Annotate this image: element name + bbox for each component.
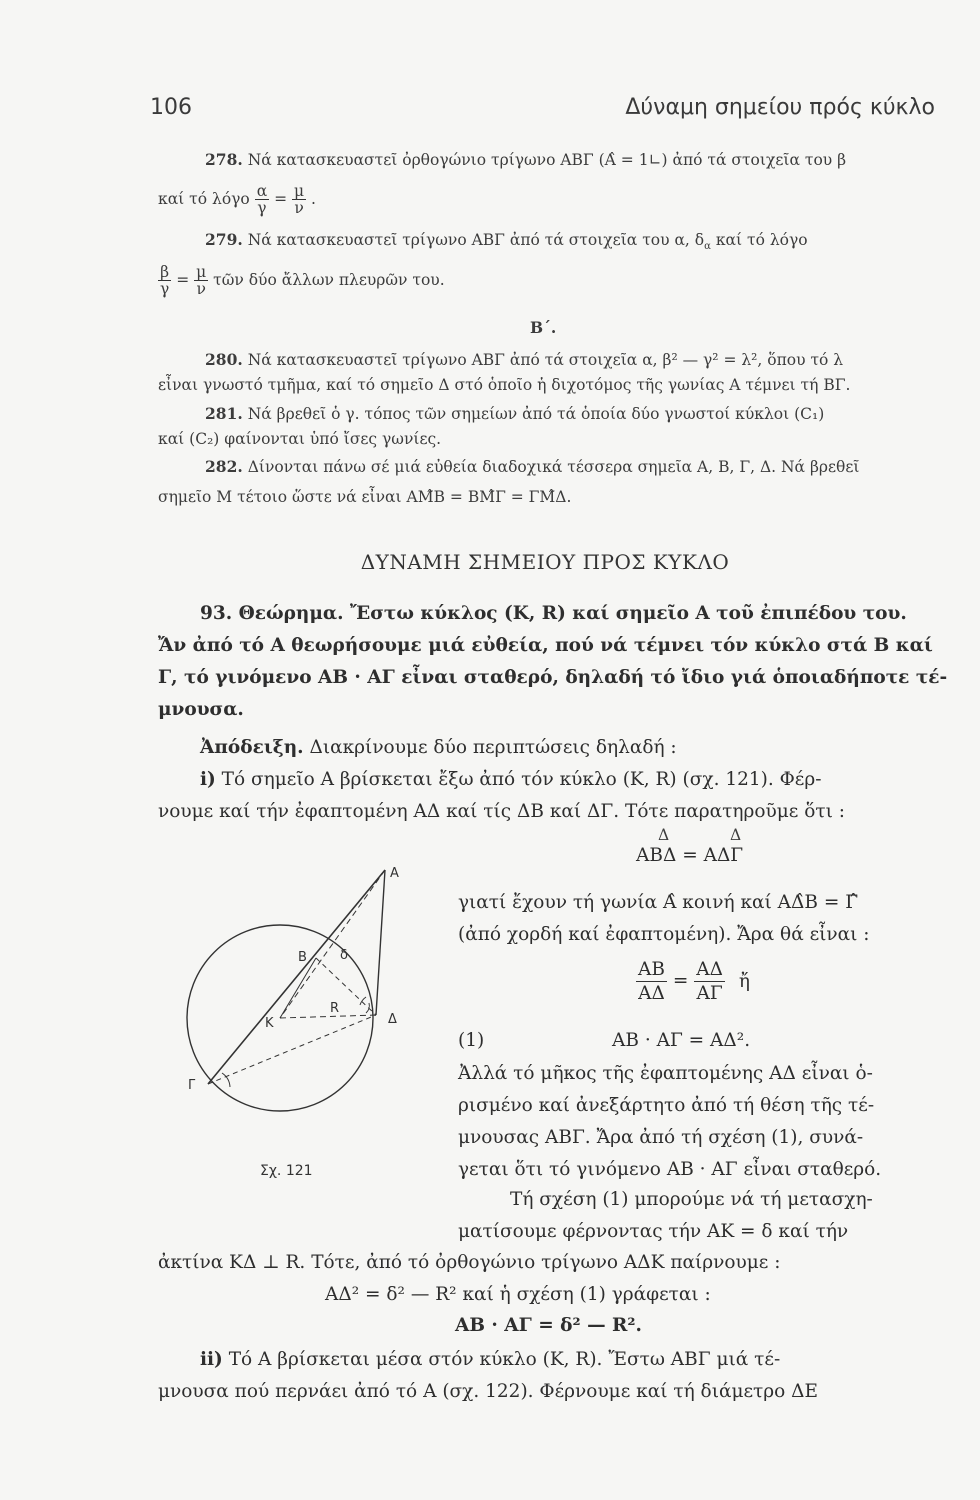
line-ak bbox=[280, 870, 385, 1018]
radius-kb bbox=[280, 958, 316, 1018]
problem-280-line2: εἶναι γνωστό τμῆμα, καί τό σημεῖο Δ στό ὁποῖο ἡ διχοτόμος τῆς γωνίας Α τέμνει τή ΒΓ. bbox=[158, 376, 851, 394]
secant-line bbox=[208, 870, 385, 1084]
triangle-mark-1: Δ bbox=[658, 826, 670, 844]
eq1: ΑΒ · ΑΓ = ΑΔ². bbox=[612, 1030, 751, 1051]
label-b: Β bbox=[298, 950, 307, 965]
case1-line2: νουμε καί τήν ἐφαπτομένη ΑΔ καί τίς ΔΒ καί ΔΓ. Τότε παρατηροῦμε ὅτι : bbox=[158, 801, 845, 822]
eq2: ΑΔ² = δ² — R² καί ἡ σχέση (1) γράφεται : bbox=[325, 1284, 711, 1305]
problem-280-line1: 280. Νά κατασκευαστεῖ τρίγωνο ΑΒΓ ἀπό τά στοιχεῖα α, β² — γ² = λ², ὅπου τό λ bbox=[205, 350, 844, 369]
para-line6: ματίσουμε φέρνοντας τήν ΑΚ = δ καί τήν bbox=[458, 1221, 849, 1242]
page-number: 106 bbox=[150, 95, 192, 120]
triangle-mark-2: Δ bbox=[730, 826, 742, 844]
para-line5: Τή σχέση (1) μπορούμε νά τή μετασχη- bbox=[510, 1189, 873, 1210]
section-b: Β΄. bbox=[530, 318, 557, 337]
figure-caption: Σχ. 121 bbox=[260, 1163, 313, 1179]
proof-label: Ἀπόδειξη. bbox=[200, 737, 304, 758]
para-line4: γεται ὅτι τό γινόμενο ΑΒ · ΑΓ εἶναι σταθερό. bbox=[458, 1159, 882, 1180]
tangent-line bbox=[376, 870, 385, 1015]
problem-279-line2: $\frac{\beta}{\gamma}$ = $\frac{\mu}{\nu}$ τῶν δύο ἄλλων πλευρῶν του. bbox=[160, 263, 445, 299]
problem-281-line2: καί (C₂) φαίνονται ὑπό ἴσες γωνίες. bbox=[158, 430, 442, 448]
label-d: Δ bbox=[388, 1012, 397, 1027]
eq3: ΑΒ · ΑΓ = δ² — R². bbox=[455, 1315, 642, 1336]
label-a: Α bbox=[390, 866, 399, 881]
para-line2: ρισμένο καί ἀνεξάρτητο ἀπό τή θέση τῆς τέ- bbox=[458, 1095, 875, 1116]
theorem-label: 93. Θεώρημα. bbox=[200, 603, 344, 624]
theorem-line1: 93. Θεώρημα. Ἔστω κύκλος (Κ, R) καί σημεῖο Α τοῦ ἐπιπέδου του. bbox=[200, 603, 907, 624]
why-line1: γιατί ἔχουν τή γωνία Α̂ κοινή καί ΑΔ̂Β = Γ̂ bbox=[458, 892, 859, 913]
label-g: Γ bbox=[188, 1078, 196, 1093]
problem-279-line1: 279. Νά κατασκευαστεῖ τρίγωνο ΑΒΓ ἀπό τά στοιχεῖα του α, $\delta_\alpha$ καί τό λόγο bbox=[205, 230, 808, 253]
problem-281-line1: 281. Νά βρεθεῖ ὁ γ. τόπος τῶν σημείων ἀπό τά ὁποία δύο γνωστοί κύκλοι (C₁) bbox=[205, 404, 825, 423]
theorem-line3: Γ, τό γινόμενο ΑΒ · ΑΓ εἶναι σταθερό, δηλαδή τό ἴδιο γιά ὁποιαδήποτε τέ- bbox=[158, 667, 948, 688]
problem-282-line1: 282. Δίνονται πάνω σέ μιά εὐθεία διαδοχικά τέσσερα σημεῖα Α, Β, Γ, Δ. Νά βρεθεῖ bbox=[205, 457, 860, 476]
line-gd bbox=[208, 1015, 376, 1084]
case2-line2: μνουσα πού περνάει ἀπό τό Α (σχ. 122). Φέρνουμε καί τή διάμετρο ΔΕ bbox=[158, 1381, 819, 1402]
label-r: R bbox=[330, 1001, 340, 1016]
problem-278-line1: 278. Νά κατασκευαστεῖ ὀρθογώνιο τρίγωνο ΑΒΓ (Α̂ = 1∟) ἀπό τά στοιχεῖα του β bbox=[205, 150, 847, 169]
section-title: ΔΥΝΑΜΗ ΣΗΜΕΙΟΥ ΠΡΟΣ ΚΥΚΛΟ bbox=[360, 550, 730, 574]
running-title: Δύναμη σημείου πρός κύκλο bbox=[625, 95, 935, 120]
right-angle-mark bbox=[366, 1003, 369, 1013]
proof-intro: Ἀπόδειξη. Διακρίνουμε δύο περιπτώσεις δηλαδή : bbox=[200, 737, 677, 758]
radius-kd bbox=[280, 1015, 376, 1018]
theorem-line4: μνουσα. bbox=[158, 699, 244, 720]
para-line3: μνουσας ΑΒΓ. Ἄρα ἀπό τή σχέση (1), συνά- bbox=[458, 1127, 864, 1148]
angle-delta-arc bbox=[360, 997, 366, 1005]
case2-line1: ii) Τό Α βρίσκεται μέσα στόν κύκλο (Κ, R). Ἔστω ΑΒΓ μιά τέ- bbox=[200, 1349, 781, 1370]
ratio-equation: $\frac{AB}{A\Delta}$ = $\frac{A\Delta}{A\Gamma}$ ἤ bbox=[638, 959, 750, 1005]
triangle-equality: ΑΒΔ = ΑΔΓ bbox=[636, 845, 744, 866]
eq1-label: (1) bbox=[458, 1030, 485, 1051]
problem-278-line2: καί τό λόγο $\frac{\alpha}{\gamma}$ = $\frac{\mu}{\nu}$ . bbox=[158, 182, 316, 218]
problem-282-line2: σημεῖο Μ τέτοιο ὥστε νά εἶναι ΑΜ̂Β = ΒΜ̂Γ = ΓΜ̂Δ. bbox=[158, 488, 572, 506]
label-delta-small: δ bbox=[340, 948, 348, 963]
case1-line1: i) Τό σημεῖο Α βρίσκεται ἔξω ἀπό τόν κύκλο (Κ, R) (σχ. 121). Φέρ- bbox=[200, 769, 822, 790]
para-line7: ἀκτίνα ΚΔ ⊥ R. Τότε, ἀπό τό ὀρθογώνιο τρίγωνο ΑΔΚ παίρνουμε : bbox=[158, 1252, 781, 1273]
label-k: Κ bbox=[265, 1016, 274, 1031]
para-line1: Ἀλλά τό μῆκος τῆς ἐφαπτομένης ΑΔ εἶναι ὁ- bbox=[458, 1063, 873, 1084]
why-line2: (ἀπό χορδή καί ἐφαπτομένη). Ἄρα θά εἶναι : bbox=[458, 924, 870, 945]
figure-121 bbox=[170, 855, 460, 1185]
theorem-line2: Ἄν ἀπό τό Α θεωρήσουμε μιά εὐθεία, πού νά τέμνει τόν κύκλο στά Β καί bbox=[158, 635, 933, 656]
